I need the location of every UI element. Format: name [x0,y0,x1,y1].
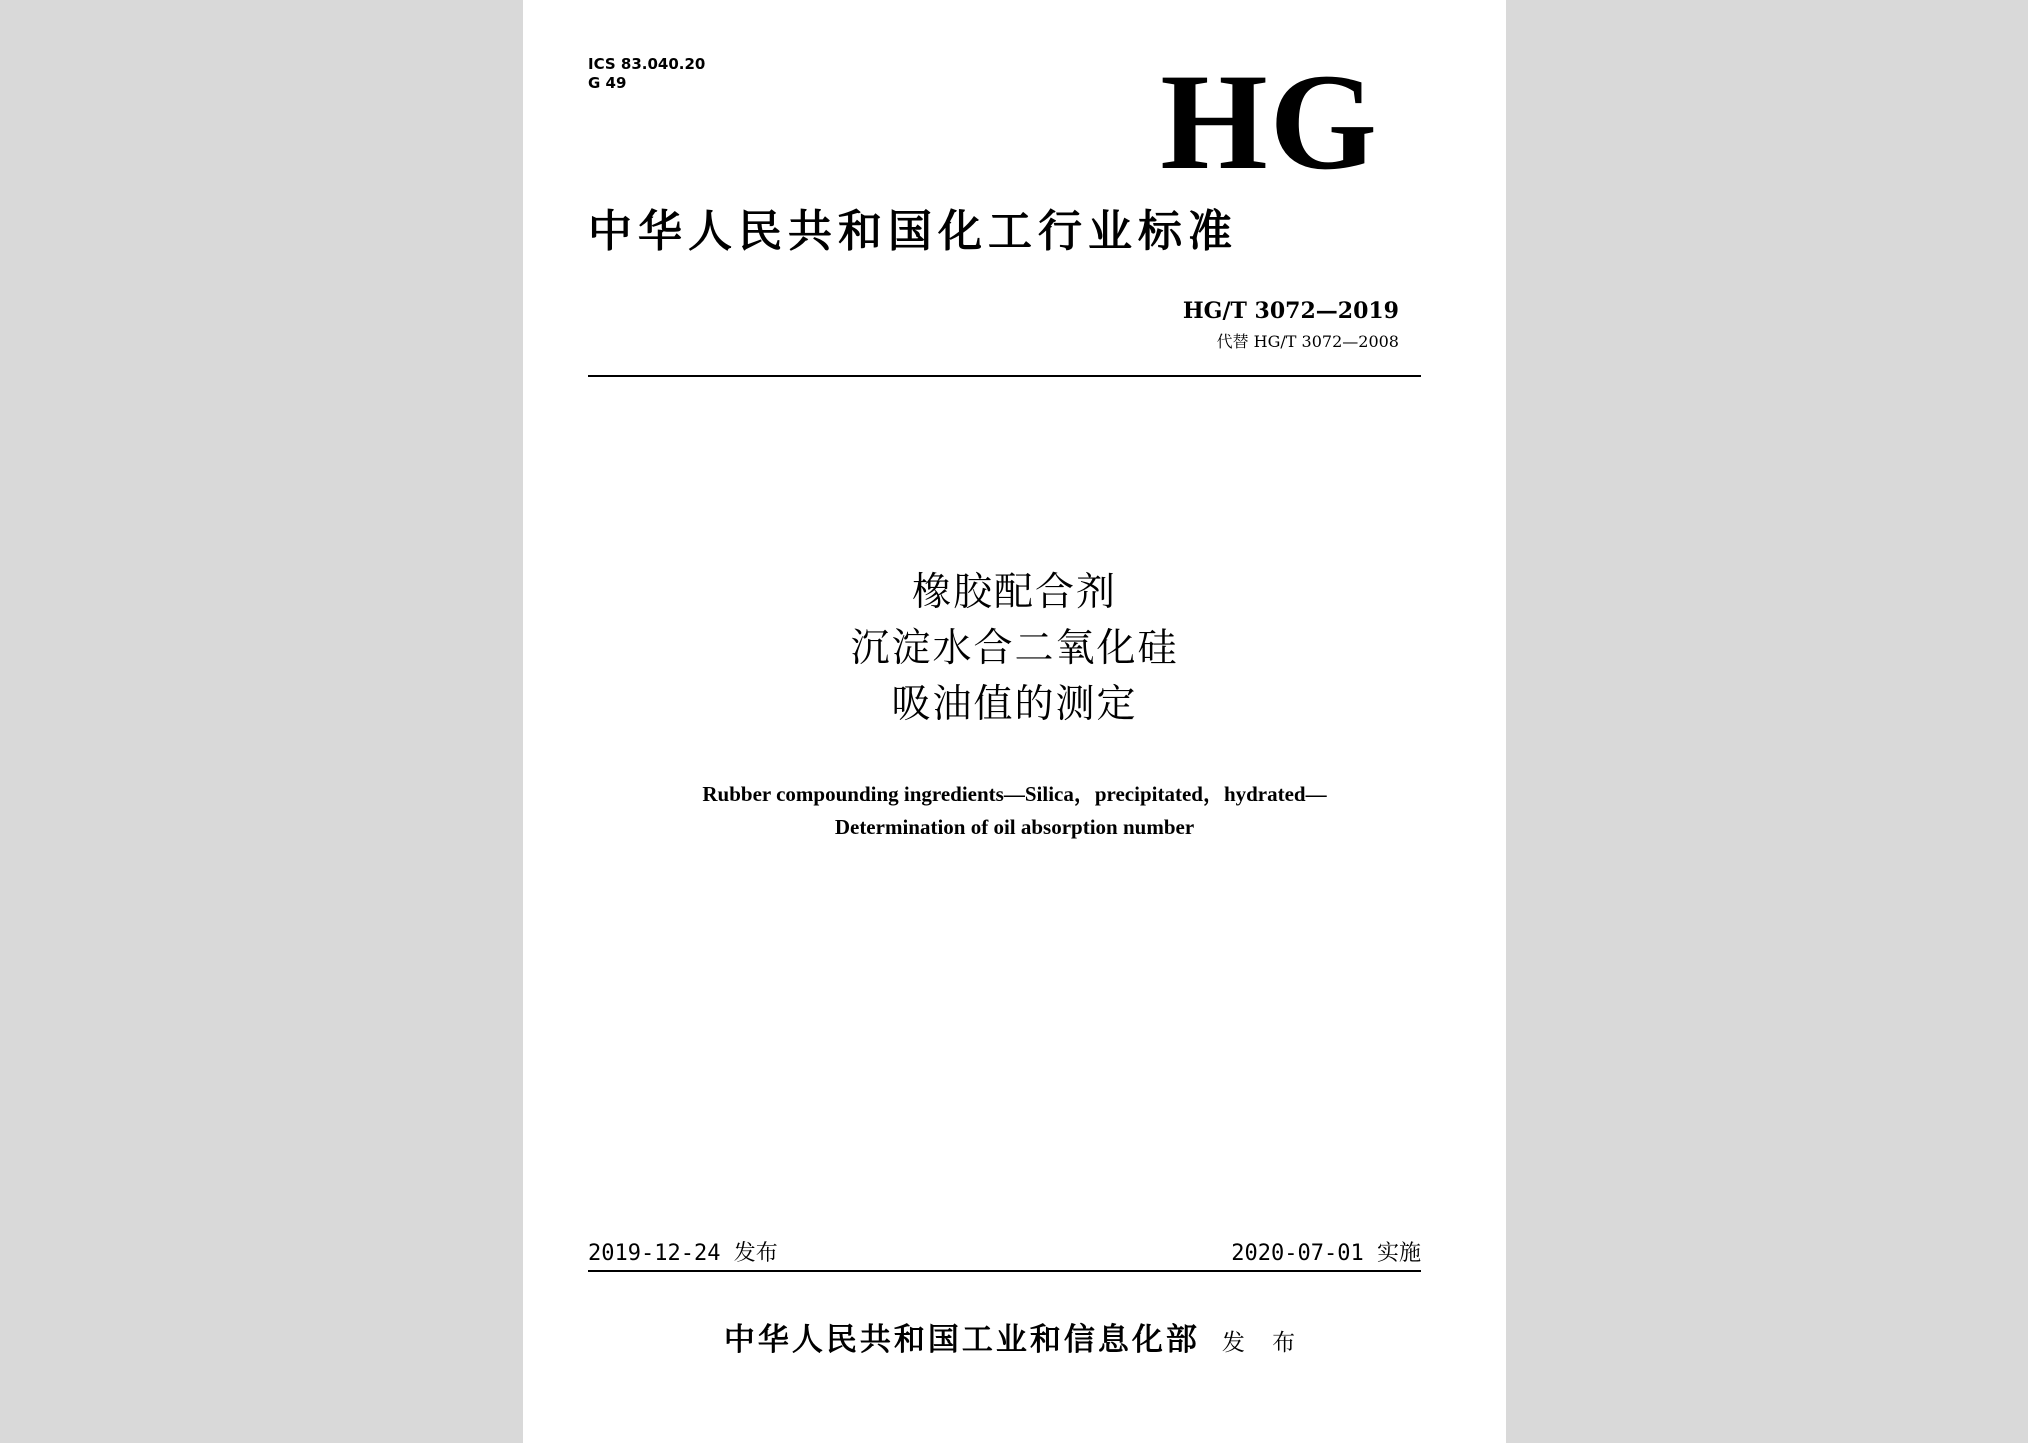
ccs-code: G 49 [588,74,627,92]
standard-mark-logo: HG [1160,45,1379,198]
issue-date: 2019-12-24 发布 [588,1241,778,1266]
chinese-title [523,565,1506,733]
english-title [523,778,1506,844]
chinese-title-line: 沉淀水合二氧化硅 [850,626,1179,671]
publisher-line [523,1314,1506,1359]
header-divider [588,375,1421,377]
chinese-title-line: 橡胶配合剂 [911,570,1117,615]
classification-codes [588,55,705,93]
footer-divider [588,1270,1421,1272]
english-title-line: Determination of oil absorption number [834,815,1195,839]
ics-code: ICS 83.040.20 [588,55,706,73]
publish-action: 发 布 [1221,1330,1306,1356]
document-cover-page [523,0,1506,1443]
replaces-standard: 代替 HG/T 3072—2008 [1216,332,1399,351]
chinese-title-line: 吸油值的测定 [891,682,1138,727]
implementation-date: 2020-07-01 实施 [1231,1241,1421,1266]
english-title-line: Rubber compounding ingredients—Silica，precipitated，hydrated— [702,782,1327,806]
standard-type-heading: 中华人民共和国化工行业标准 [588,206,1238,257]
standard-number: HG/T 3072—2019 [1182,298,1399,324]
publisher-name: 中华人民共和国工业和信息化部 [723,1322,1200,1358]
